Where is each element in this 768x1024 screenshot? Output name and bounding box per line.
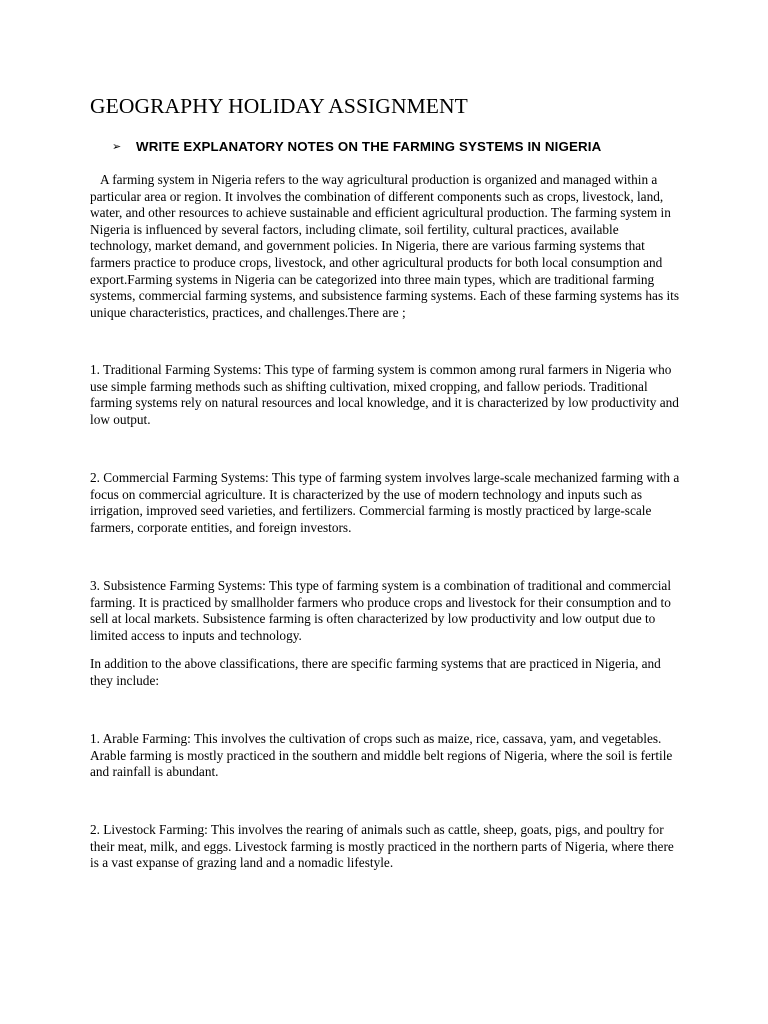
commercial-farming-paragraph: 2. Commercial Farming Systems: This type of farming system involves large-scale mechanized farming with a focus on commercial agriculture. It is characterized by the use of modern technology and inputs such as irrigation, improved seed varieties, and fertilizers. Commercial farming is mostly practiced by large-scale farmers, corporate entities, and foreign investors. [90, 470, 680, 535]
traditional-farming-paragraph: 1. Traditional Farming Systems: This type of farming system is common among rural farmers in Nigeria who use simple farming methods such as shifting cultivation, mixed cropping, and fallow periods. Traditional farming systems rely on natural resources and local knowledge, and it is characterized by low productivity and low output. [90, 362, 679, 427]
question-text: WRITE EXPLANATORY NOTES ON THE FARMING SYSTEMS IN NIGERIA [136, 139, 602, 154]
question-heading [112, 139, 601, 154]
arable-farming-paragraph: 1. Arable Farming: This involves the cultivation of crops such as maize, rice, cassava, yam, and vegetables. Arable farming is mostly practiced in the southern and middle belt regions of Nigeria, where the soil is fertile and rainfall is abundant. [90, 731, 673, 780]
intro-paragraph: A farming system in Nigeria refers to the way agricultural production is organized and managed within a particular area or region. It involves the combination of different components such as crops, livestock, land, water, and other resources to achieve sustainable and efficient agricultural production. The farming system in Nigeria is influenced by several factors, including climate, soil fertility, cultural practices, available technology, market demand, and government policies. In Nigeria, there are various farming systems that farmers practice to produce crops, livestock, and other agricultural products for both local consumption and export.Farming systems in Nigeria can be categorized into three main types, which are traditional farming systems, commercial farming systems, and subsistence farming systems. Each of these farming systems has its unique characteristics, practices, and challenges.There are ; [90, 172, 680, 320]
arrow-bullet-icon: ➢ [112, 140, 122, 153]
document-title: GEOGRAPHY HOLIDAY ASSIGNMENT [90, 94, 468, 118]
addition-paragraph: In addition to the above classifications, there are specific farming systems that are practiced in Nigeria, and they include: [90, 656, 661, 688]
subsistence-farming-paragraph: 3. Subsistence Farming Systems: This type of farming system is a combination of traditional and commercial farming. It is practiced by smallholder farmers who produce crops and livestock for their consumption and to sell at local markets. Subsistence farming is often characterized by low productivity and low output due to limited access to inputs and technology. [90, 578, 672, 643]
livestock-farming-paragraph: 2. Livestock Farming: This involves the rearing of animals such as cattle, sheep, goats, pigs, and poultry for their meat, milk, and eggs. Livestock farming is mostly practiced in the northern parts of Nigeria, where there is a vast expanse of grazing land and a nomadic lifestyle. [90, 822, 674, 871]
